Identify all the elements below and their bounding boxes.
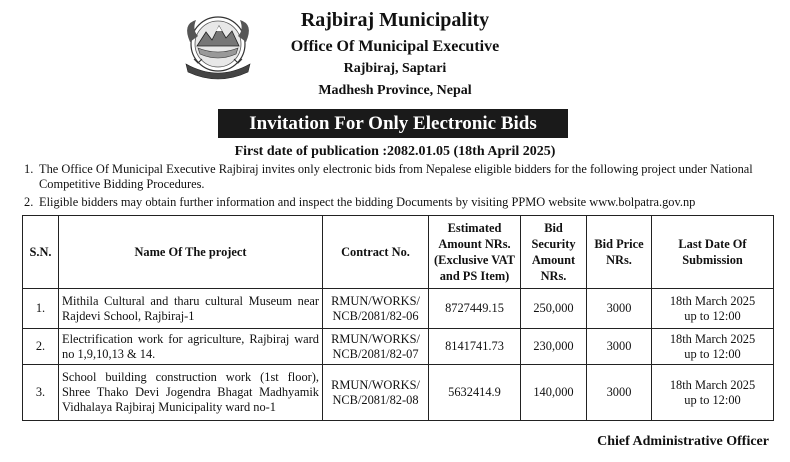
municipality-name: Rajbiraj Municipality (300, 9, 490, 31)
office-location: Rajbiraj, Saptari (343, 61, 447, 76)
paragraph-2 (24, 195, 774, 210)
table-row (23, 365, 774, 421)
contract-line-2: NCB/2081/82-07 (332, 346, 419, 361)
deadline-date: 18th March 2025 (669, 331, 756, 346)
deadline-time: up to 12:00 (684, 392, 741, 407)
header-price: Bid Price NRs. (587, 216, 652, 289)
cell-sn: 1. (23, 289, 59, 329)
cell-contract (323, 365, 429, 421)
province-name: Madhesh Province, Nepal (318, 83, 472, 98)
cell-amount: 5632414.9 (429, 365, 521, 421)
header-amount: Estimated Amount NRs. (Exclusive VAT and PS Item) (429, 216, 521, 289)
paragraph-number: 2. (24, 195, 34, 209)
cell-project: Mithila Cultural and tharu cultural Museum near Rajdevi School, Rajbiraj-1 (59, 289, 323, 329)
cell-contract (323, 289, 429, 329)
table-row (23, 289, 774, 329)
paragraph-text: Eligible bidders may obtain further information and inspect the bidding Documents by visiting PPMO website www.bolpatra.gov.np (39, 195, 696, 209)
header-deadline: Last Date Of Submission (652, 216, 774, 289)
cell-sn: 2. (23, 329, 59, 365)
office-name: Office Of Municipal Executive (290, 38, 500, 55)
table-header-row (23, 216, 774, 289)
signatory-title: Chief Administrative Officer (597, 434, 769, 449)
cell-price: 3000 (587, 365, 652, 421)
deadline-date: 18th March 2025 (669, 293, 756, 308)
cell-amount: 8727449.15 (429, 289, 521, 329)
deadline-time: up to 12:00 (684, 346, 741, 361)
contract-line-1: RMUN/WORKS/ (331, 377, 420, 392)
deadline-time: up to 12:00 (684, 308, 741, 323)
cell-security: 230,000 (521, 329, 587, 365)
header-sn: S.N. (23, 216, 59, 289)
cell-security: 250,000 (521, 289, 587, 329)
cell-price: 3000 (587, 329, 652, 365)
header-security: Bid Security Amount NRs. (521, 216, 587, 289)
cell-deadline (652, 289, 774, 329)
cell-contract (323, 329, 429, 365)
publication-date: First date of publication :2082.01.05 (18th April 2025) (234, 144, 556, 159)
cell-price: 3000 (587, 289, 652, 329)
header-contract: Contract No. (323, 216, 429, 289)
paragraph-text: The Office Of Municipal Executive Rajbiraj invites only electronic bids from Nepalese eligible bidders for the following project under National Competitive Bidding Procedures. (39, 162, 753, 191)
cell-sn: 3. (23, 365, 59, 421)
contract-line-1: RMUN/WORKS/ (331, 293, 420, 308)
contract-line-2: NCB/2081/82-08 (332, 392, 419, 407)
notice-title-banner: Invitation For Only Electronic Bids (218, 109, 568, 138)
contract-line-2: NCB/2081/82-06 (332, 308, 419, 323)
cell-project: Electrification work for agriculture, Rajbiraj ward no 1,9,10,13 & 14. (59, 329, 323, 365)
cell-security: 140,000 (521, 365, 587, 421)
deadline-date: 18th March 2025 (669, 377, 756, 392)
cell-project: School building construction work (1st floor), Shree Thako Devi Jogendra Bhagat Madhyamik Vidhalaya Rajbiraj Municipality ward no-1 (59, 365, 323, 421)
bids-table (22, 215, 774, 421)
contract-line-1: RMUN/WORKS/ (331, 331, 420, 346)
cell-deadline (652, 365, 774, 421)
header-project: Name Of The project (59, 216, 323, 289)
table-row (23, 329, 774, 365)
cell-amount: 8141741.73 (429, 329, 521, 365)
paragraph-number: 1. (24, 162, 34, 176)
cell-deadline (652, 329, 774, 365)
paragraph-1 (24, 162, 774, 192)
